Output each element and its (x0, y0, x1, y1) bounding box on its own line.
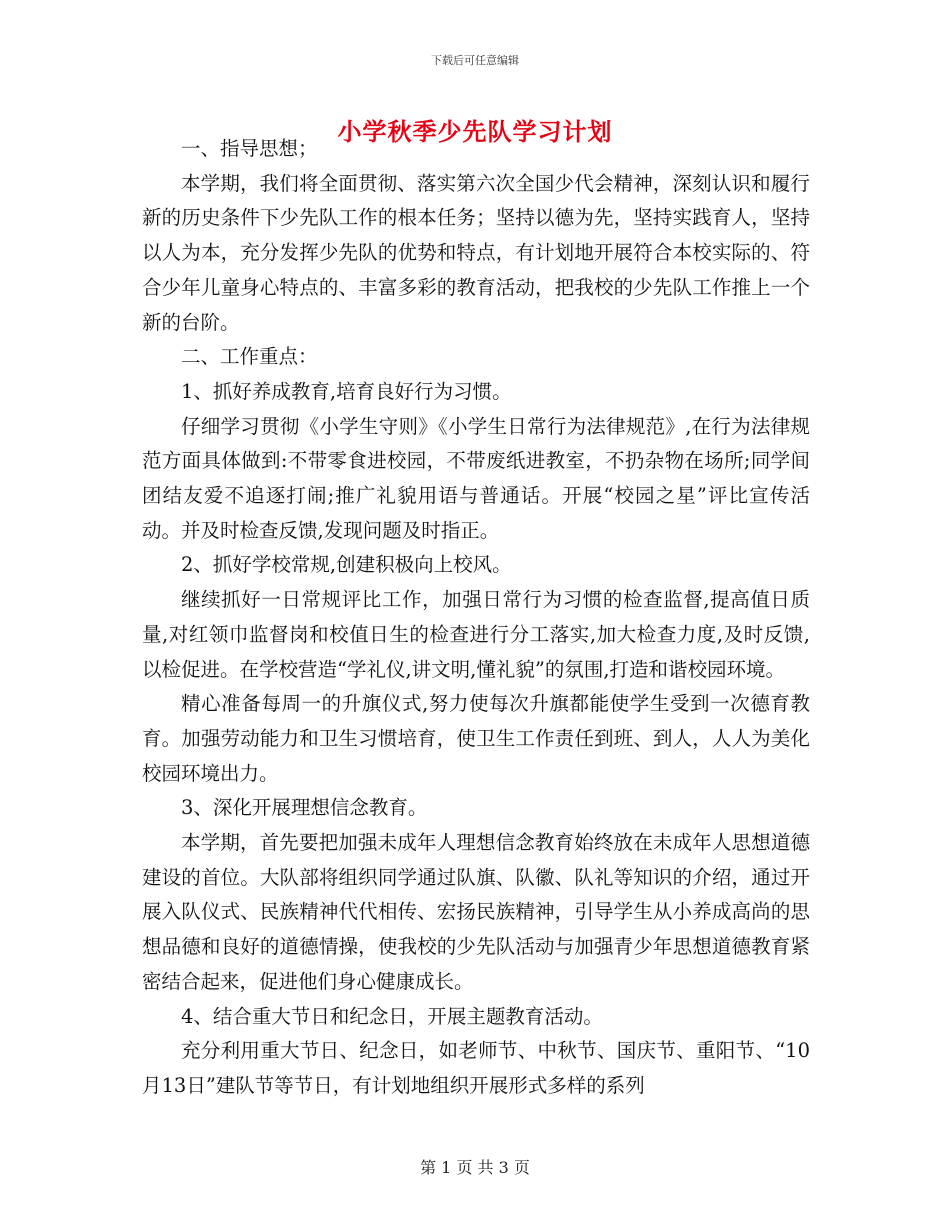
subheading: 4、结合重大节日和纪念日，开展主题教育活动。 (181, 1004, 603, 1028)
paragraph: 本学期，我们将全面贯彻、落实第六次全国少代会精神，深刻认识和履行新的历史条件下少先队工作的根本任务；坚持以德为先，坚持实践育人，坚持以人为本，充分发挥少先队的优势和特点，有计划地开展符合本校实际的、符合少年儿童身心特点的、丰富多彩的教育活动，把我校的少先队工作推上一个新的台阶。 (142, 171, 810, 334)
document-title: 小学秋季少先队学习计划 (337, 118, 613, 146)
subheading: 2、抓好学校常规,创建积极向上校风。 (181, 553, 512, 577)
paragraph: 继续抓好一日常规评比工作，加强日常行为习惯的检查监督,提高值日质量,对红领巾监督岗和校值日生的检查进行分工落实,加大检查力度,及时反馈,以检促进。在学校营造“学礼仪,讲文明,懂礼貌”的氛围,打造和谐校园环境。 (142, 588, 810, 681)
section-heading: 一、指导思想； (181, 137, 318, 160)
subheading: 3、深化开展理想信念教育。 (181, 796, 428, 820)
subheading: 1、抓好养成教育,培育良好行为习惯。 (181, 379, 512, 403)
document-body (142, 132, 810, 1104)
paragraph: 充分利用重大节日、纪念日，如老师节、中秋节、国庆节、重阳节、“10月13日”建队节等节日，有计划地组织开展形式多样的系列 (142, 1039, 810, 1097)
paragraph: 仔细学习贯彻《小学生守则》《小学生日常行为法律规范》,在行为法律规范方面具体做到:不带零食进校园，不带废纸进教室，不扔杂物在场所;同学间团结友爱不追逐打闹;推广礼貌用语与普通话。开展“校园之星”评比宣传活动。并及时检查反馈,发现问题及时指正。 (142, 414, 810, 542)
paragraph: 本学期，首先要把加强未成年人理想信念教育始终放在未成年人思想道德建设的首位。大队部将组织同学通过队旗、队徽、队礼等知识的介绍，通过开展入队仪式、民族精神代代相传、宏扬民族精神，引导学生从小养成高尚的思想品德和良好的道德情操，使我校的少先队活动与加强青少年思想道德教育紧密结合起来，促进他们身心健康成长。 (142, 831, 810, 993)
header-note: 下载后可任意编辑 (431, 54, 519, 67)
paragraph: 精心准备每周一的升旗仪式,努力使每次升旗都能使学生受到一次德育教育。加强劳动能力和卫生习惯培育，使卫生工作责任到班、到人，人人为美化校园环境出力。 (142, 692, 810, 785)
page-footer: 第 1 页 共 3 页 (420, 1158, 530, 1177)
section-heading: 二、工作重点： (181, 345, 318, 369)
